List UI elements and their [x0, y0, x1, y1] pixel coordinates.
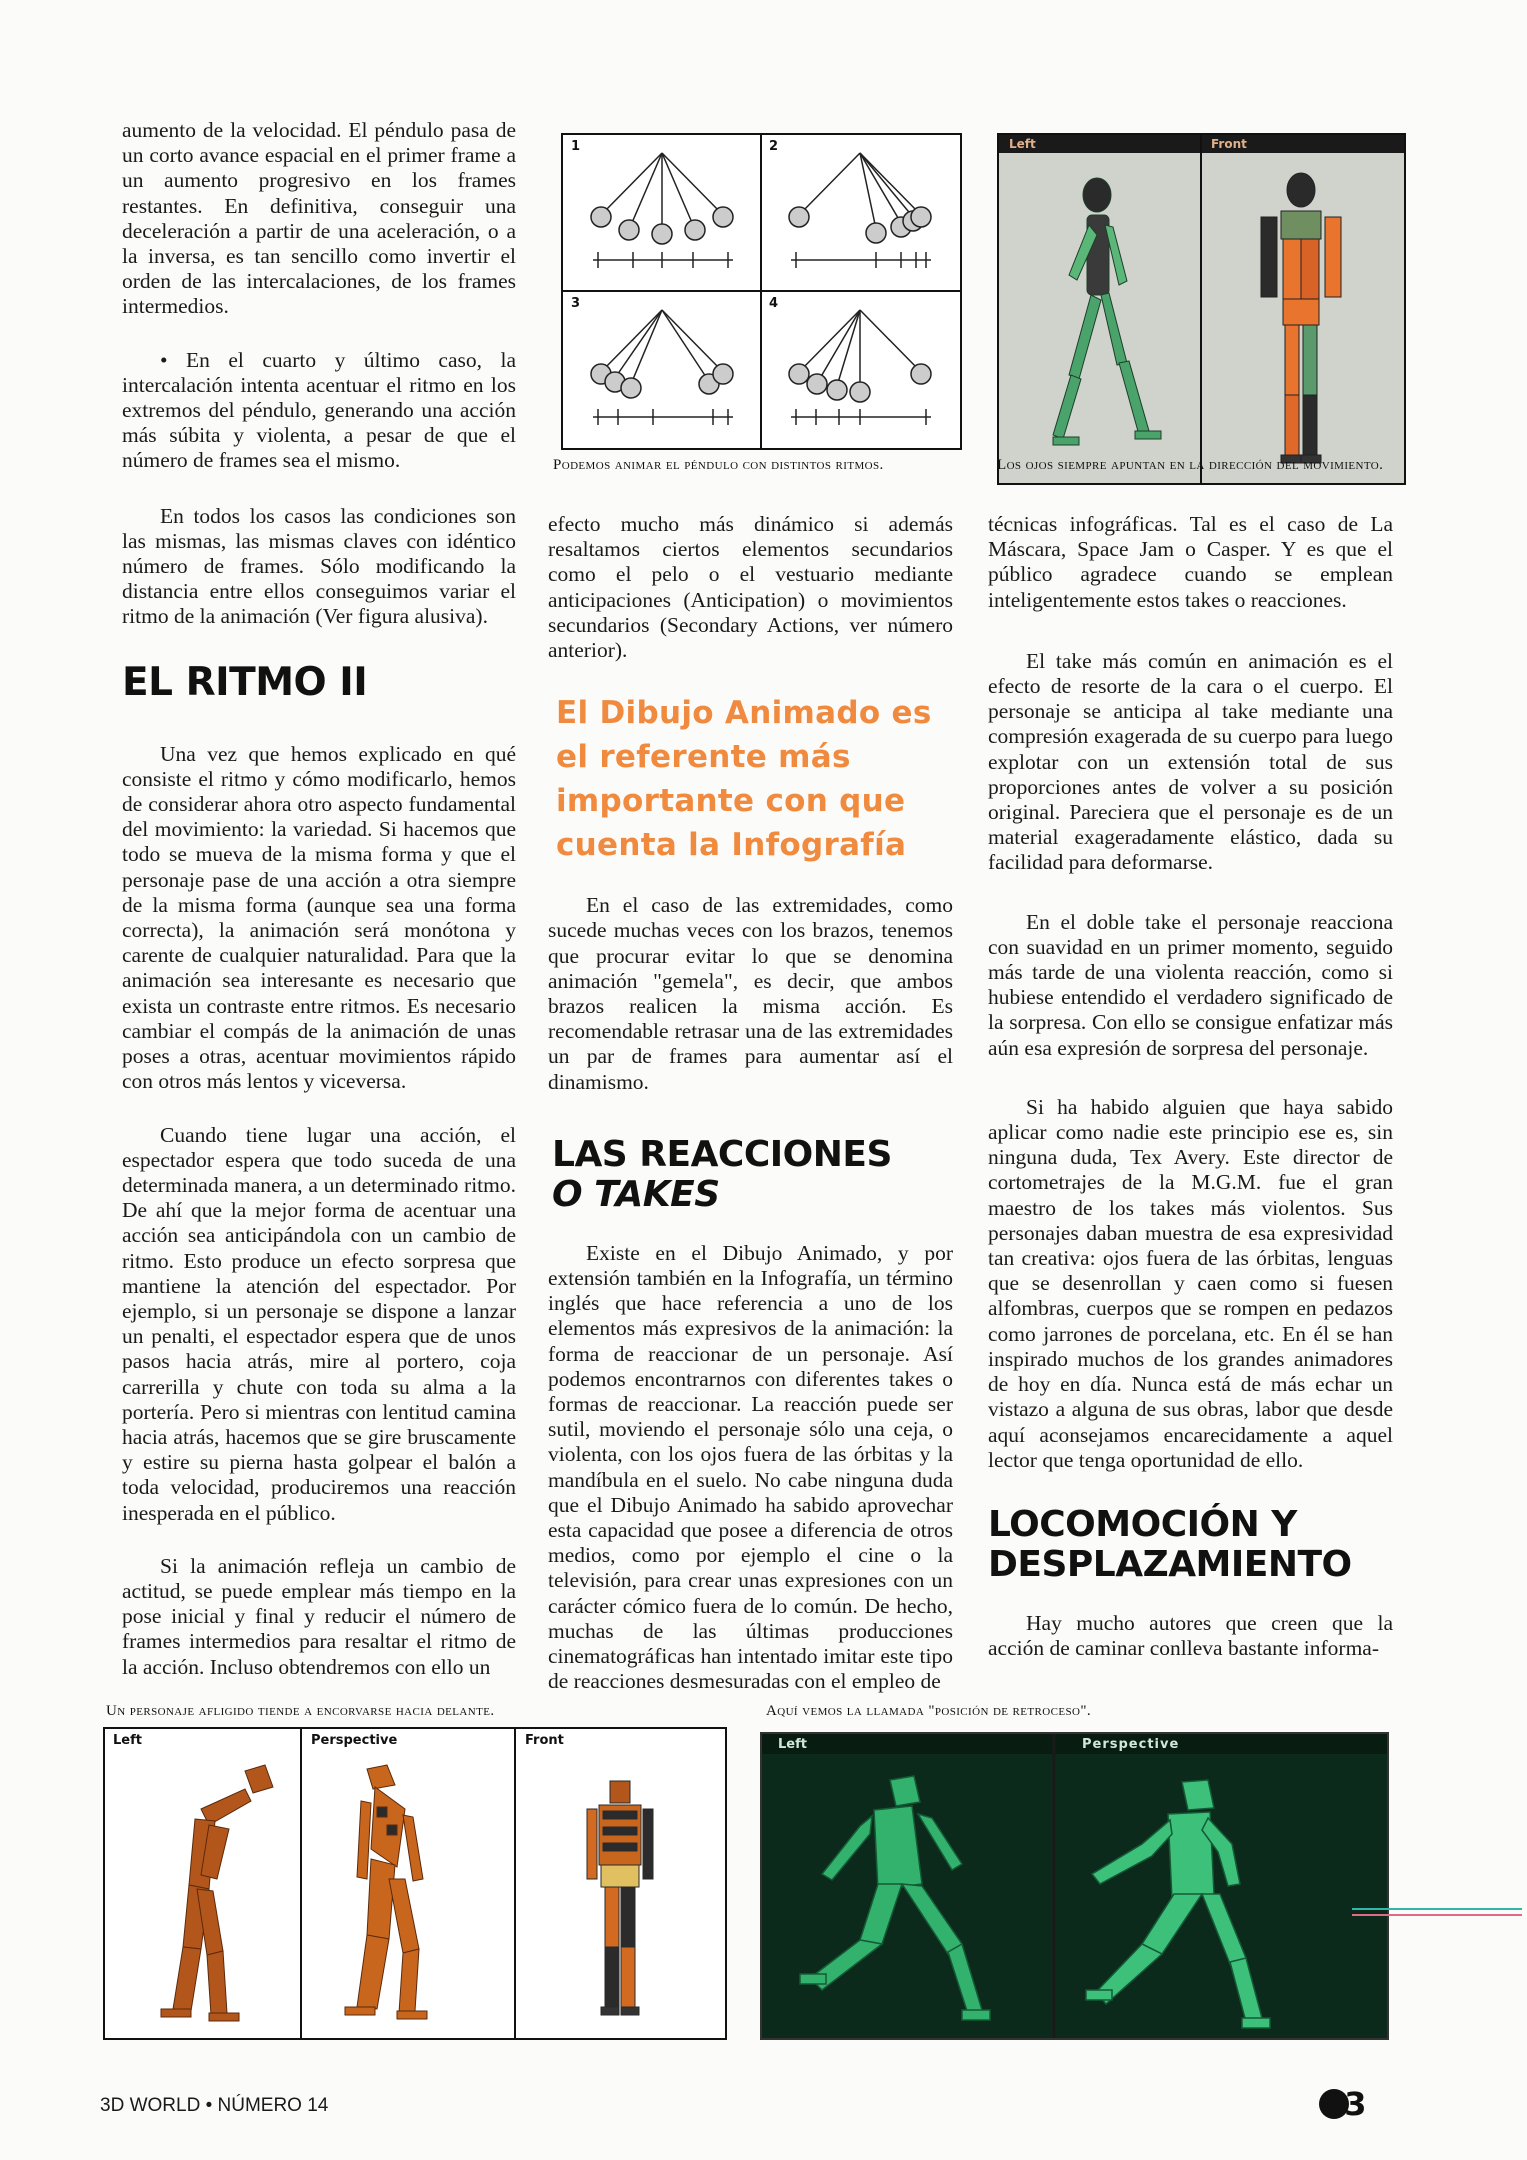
- figure-caption: Podemos animar el péndulo con distintos ritmos.: [553, 457, 884, 473]
- recoil-figure: [760, 1732, 1389, 2040]
- panel-label: Front: [1211, 137, 1247, 151]
- figure-number: 3: [571, 296, 581, 311]
- paragraph: Si la animación refleja un cambio de actitud, se puede emplear más tiempo en la pose inicial y final y reducir el número de frames intermedios para resaltar el ritmo de la acción. Incluso obtendremos con ello un: [122, 1553, 516, 1679]
- panel-label: Front: [525, 1733, 564, 1748]
- figure-caption: Un personaje afligido tiende a encorvarse hacia delante.: [106, 1703, 495, 1719]
- afflicted-figure: [103, 1727, 727, 2040]
- panel-label: Left: [1009, 137, 1036, 151]
- figure-number: 4: [769, 296, 779, 311]
- paragraph: El take más común en animación es el efecto de resorte de la cara o el cuerpo. El personaje se anticipa al take mediante una compresión exagerada de su cuerpo para luego explotar con un extensión total de sus proporciones antes de volver a su posición original. Pareciera que el personaje es de un material exageradamente elástico, dada su facilidad para deformarse.: [988, 648, 1393, 875]
- section-heading: DESPLAZAMIENTO: [988, 1543, 1352, 1585]
- column-1: [122, 118, 516, 1680]
- afflicted-figure-art: [105, 1729, 725, 2038]
- column-2: [548, 512, 953, 1695]
- paragraph: En el caso de las extremidades, como sucede muchas veces con los brazos, tenemos que procurar evitar lo que se denomina animación "gemela", es decir, que ambos brazos realicen la misma acción. Es recomendable retrasar una de las extremidades un par de frames para aumentar así el dinamismo.: [548, 893, 953, 1094]
- paragraph: Si ha habido alguien que haya sabido aplicar como nadie este principio ese es, sin ninguna duda, Tex Avery. Este director de cortometrajes de la M.G.M. fue el gran maestro de los takes más violentos. Sus personajes daban muestra de esa expresividad tan creativa: ojos fuera de las órbitas, lenguas que se desenrollan y caen como si fuesen alfombras, cuerpos que se rompen en pedazos como jarrones de porcelana, etc. En él se han inspirado muchos de los grandes animadores de hoy en día. Nunca está de más echar un vistazo a alguna de sus obras, labor que desde aquí aconsejamos encarecidamente a aquel lector que tenga oportunidad de ello.: [988, 1094, 1393, 1472]
- panel-label: Perspective: [1082, 1737, 1180, 1752]
- pendulum-figure: [561, 133, 962, 450]
- paragraph: aumento de la velocidad. El péndulo pasa de un corto avance espacial en el primer frame a un aumento progresivo en los frames restantes. En definitiva, conseguir una deceleración a partir de una aceleración, o a la inversa, es tan sencillo como invertir el orden de las intercalaciones, de los frames intermedios.: [122, 118, 516, 319]
- section-heading: O TAKES: [552, 1173, 720, 1215]
- bent-character-front: [587, 1781, 653, 2015]
- walk-figure: [997, 133, 1406, 485]
- figure-caption: Aquí vemos la llamada "posición de retroceso".: [766, 1703, 1092, 1719]
- paragraph: Hay mucho autores que creen que la acción de caminar conlleva bastante informa-: [988, 1610, 1393, 1661]
- paragraph: efecto mucho más dinámico si además resaltamos ciertos elementos secundarios como el pelo o el vestuario mediante anticipaciones (Anticipation) o movimientos secundarios (Secondary Actions, ver número anterior).: [548, 512, 953, 663]
- pendulum-1: [591, 153, 733, 268]
- figure-caption: Los ojos siempre apuntan en la dirección del movimiento.: [997, 457, 1384, 473]
- pendulum-2: [789, 153, 931, 268]
- page-number-text: 33: [1322, 2085, 1367, 2123]
- panel-label: Perspective: [311, 1733, 398, 1748]
- paragraph: • En el cuarto y último caso, la intercalación intenta acentuar el ritmo en los extremos del péndulo, generando una acción más súbita y violenta, a pesar de que el número de frames sea el mismo.: [122, 347, 516, 473]
- panel-label: Left: [778, 1737, 807, 1752]
- section-heading: LAS REACCIONES: [552, 1133, 892, 1175]
- bent-character-left: [161, 1765, 273, 2021]
- footer-magazine: 3D WORLD • NÚMERO 14: [100, 2095, 329, 2116]
- paragraph: En el doble take el personaje reacciona con suavidad en un primer momento, seguido más tarde de una violenta reacción, como si hubiese entendido el verdadero significado de la sorpresa. Con ello se consigue enfatizar más aún esa expresión de sorpresa del personaje.: [988, 909, 1393, 1060]
- pendulum-diagram: [563, 135, 960, 448]
- walk-figure-art: [999, 135, 1404, 483]
- paragraph: Cuando tiene lugar una acción, el espectador espera que todo suceda de una determinada manera, a un determinado ritmo. De ahí que la mejor forma de acentuar una acción sea anticipándola con un cambio de ritmo. Esto produce un efecto sorpresa que mantiene la atención del espectador. Por ejemplo, si un personaje se dispone a lanzar un penalti, el espectador espera que de unos pasos hacia atrás, mire al portero, coja carrerilla y chute con toda su alma a la portería. Pero si mientras con lentitud camina hacia atrás, hacemos que se gire bruscamente y estire su pierna hasta golpear el balón a toda velocidad, produciremos una reacción inesperada en el público.: [122, 1122, 516, 1525]
- edge-color-line: [1352, 1914, 1522, 1916]
- edge-color-line: [1352, 1908, 1522, 1910]
- paragraph: técnicas infográficas. Tal es el caso de La Máscara, Space Jam o Casper. Y es que el público agradece cuando se emplean inteligentemente estos takes o reacciones.: [988, 512, 1393, 612]
- section-heading: LOCOMOCIÓN Y: [988, 1503, 1297, 1545]
- pendulum-4: [789, 310, 931, 425]
- pull-quote: El Dibujo Animado es el referente más importante con que cuenta la Infografía: [556, 695, 932, 864]
- column-3: [988, 512, 1393, 1661]
- pendulum-3: [591, 310, 733, 425]
- paragraph: Una vez que hemos explicado en qué consiste el ritmo y cómo modificarlo, hemos de considerar ahora otro aspecto fundamental del movimiento: la variedad. Si hacemos que todo se mueva de la misma forma y que el personaje pase de una acción a otra siempre de la misma forma (aunque sea una forma correcta), la animación será monótona y carente de cualquier naturalidad. Para que la animación sea interesante es necesario que exista un contraste entre ritmos. Es necesario cambiar el compás de la animación de unas poses a otras, acentuar movimientos rápido con otros más lentos y viceversa.: [122, 741, 516, 1094]
- recoil-figure-art: [762, 1734, 1387, 2038]
- panel-label: Left: [113, 1733, 142, 1748]
- figure-number: 1: [571, 139, 581, 154]
- paragraph: Existe en el Dibujo Animado, y por extensión también en la Infografía, un término inglés que hace referencia a uno de los elementos más expresivos de la animación: la forma de reaccionar de un personaje. Así podemos encontrarnos con diferentes takes o formas de reaccionar. La reacción puede ser sutil, moviendo el personaje sólo una ceja, o violenta, con los ojos fuera de las órbitas y la mandíbula en el suelo. No cabe ninguna duda que el Dibujo Animado ha sabido aprovechar esta capacidad que posee a diferencia de otros medios, como por ejemplo el cine o la televisión, para crear unas expresiones con un carácter cómico fuera de lo común. De hecho, muchas de las últimas producciones cinematográficas han intentado imitar este tipo de reacciones desmesuradas con el empleo de: [548, 1240, 953, 1694]
- page-number: [1318, 2084, 1388, 2124]
- bent-character-perspective: [345, 1765, 427, 2019]
- figure-number: 2: [769, 139, 779, 154]
- paragraph: En todos los casos las condiciones son las mismas, las mismas claves con idéntico número de frames. Sólo modificando la distancia entre ellos conseguimos variar el ritmo de la animación (Ver figura alusiva).: [122, 503, 516, 629]
- section-heading: EL RITMO II: [122, 659, 368, 705]
